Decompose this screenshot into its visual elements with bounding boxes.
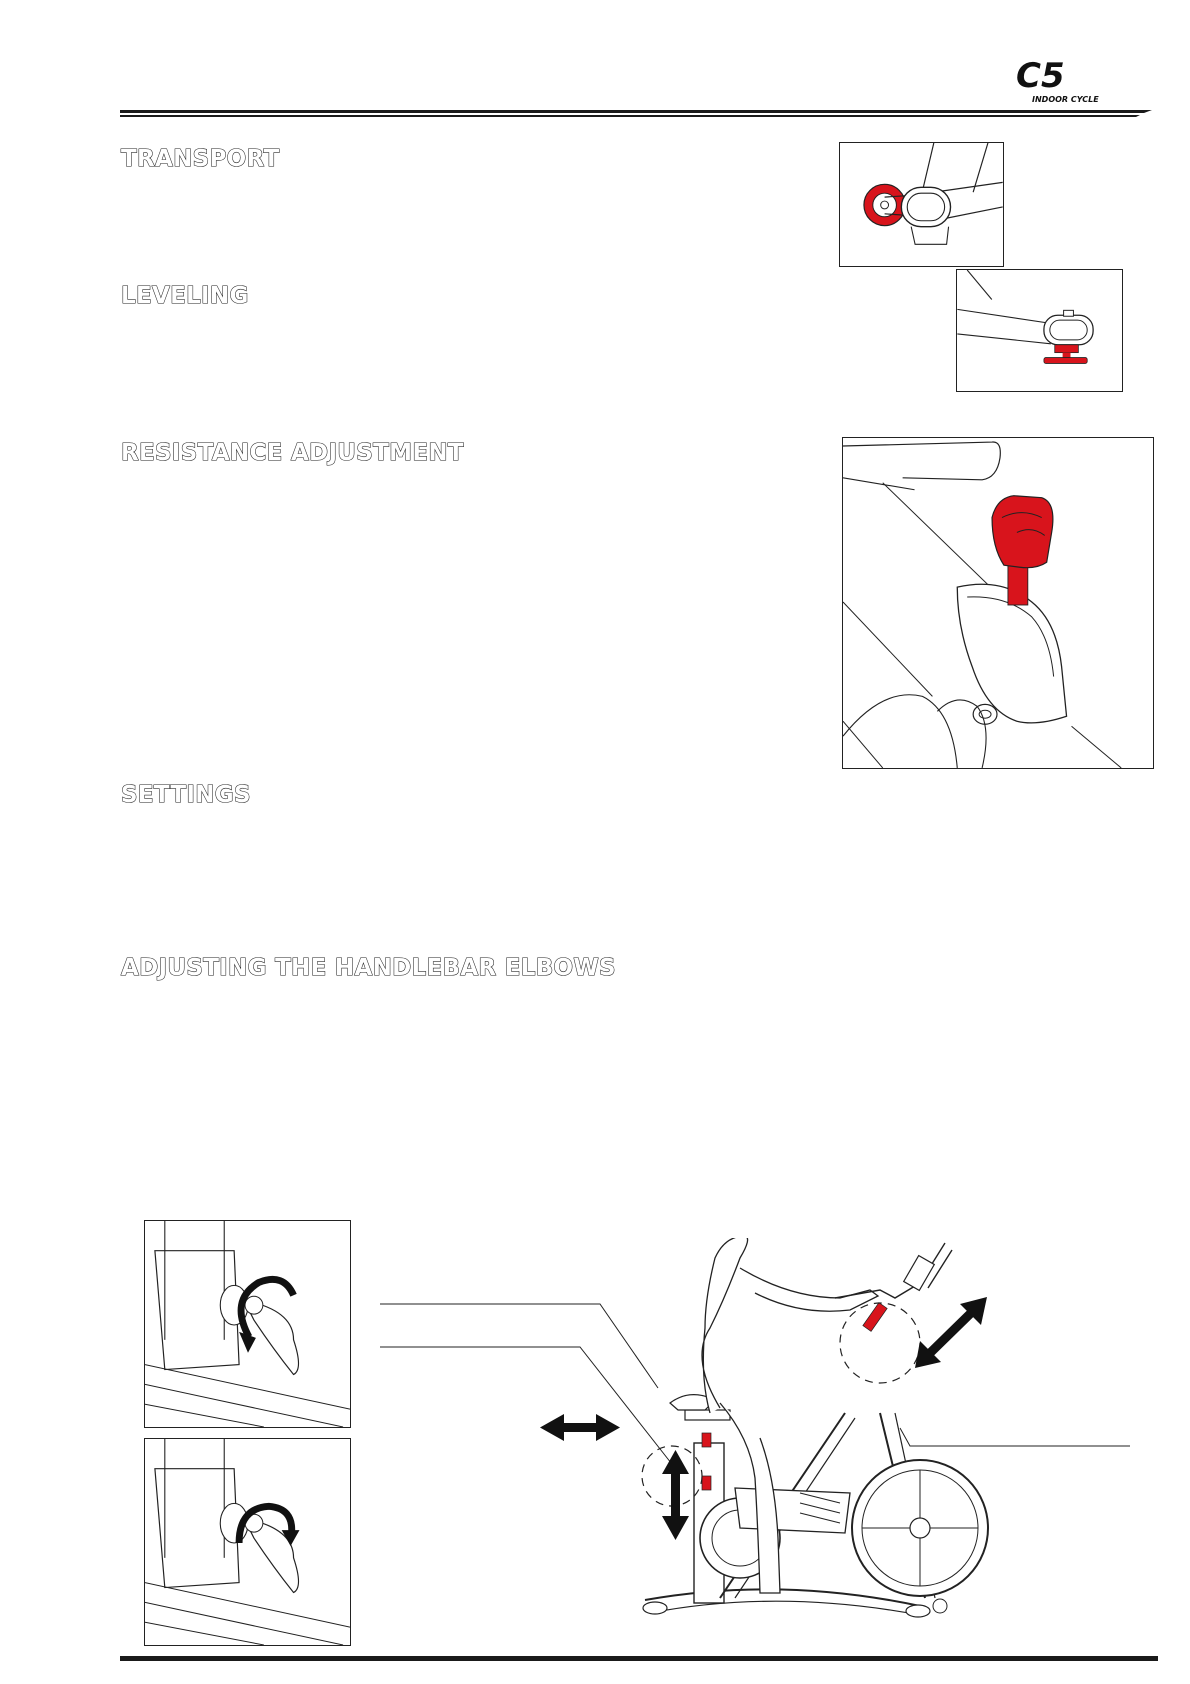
c5-indoor-cycle-logo: [1012, 55, 1132, 107]
leveling-heading: LEVELING: [121, 283, 249, 309]
transport-heading: TRANSPORT: [121, 146, 280, 172]
callout-line-seat-horizontal: [380, 1304, 658, 1388]
leveling-foot: [1055, 345, 1079, 353]
callout-line-handlebar: [900, 1428, 1130, 1446]
resistance-knob-figure: [842, 437, 1154, 769]
callout-line-seat-vertical: [380, 1347, 675, 1468]
double-arrow-vertical-icon: [662, 1450, 689, 1540]
double-arrow-horizontal-icon: [540, 1414, 620, 1441]
seat-knob-loosen-figure: [144, 1220, 351, 1428]
seat-knob-tighten-figure: [144, 1438, 351, 1646]
settings-heading: SETTINGS: [121, 782, 251, 808]
logo-text: C5: [1016, 56, 1065, 96]
logo-subtitle: INDOOR CYCLE: [1032, 95, 1099, 104]
resistance-knob: [992, 496, 1053, 568]
leveling-foot-figure: [956, 269, 1123, 392]
double-arrow-diagonal-icon: [915, 1297, 987, 1368]
indoor-cycle-illustration: [380, 1238, 1130, 1650]
header-rule: [120, 108, 1152, 118]
resistance-adjustment-heading: RESISTANCE ADJUSTMENT: [121, 440, 464, 466]
transport-wheel-figure: [839, 142, 1004, 267]
footer-rule: [120, 1656, 1158, 1661]
handlebar-elbows-heading: ADJUSTING THE HANDLEBAR ELBOWS: [121, 955, 616, 981]
